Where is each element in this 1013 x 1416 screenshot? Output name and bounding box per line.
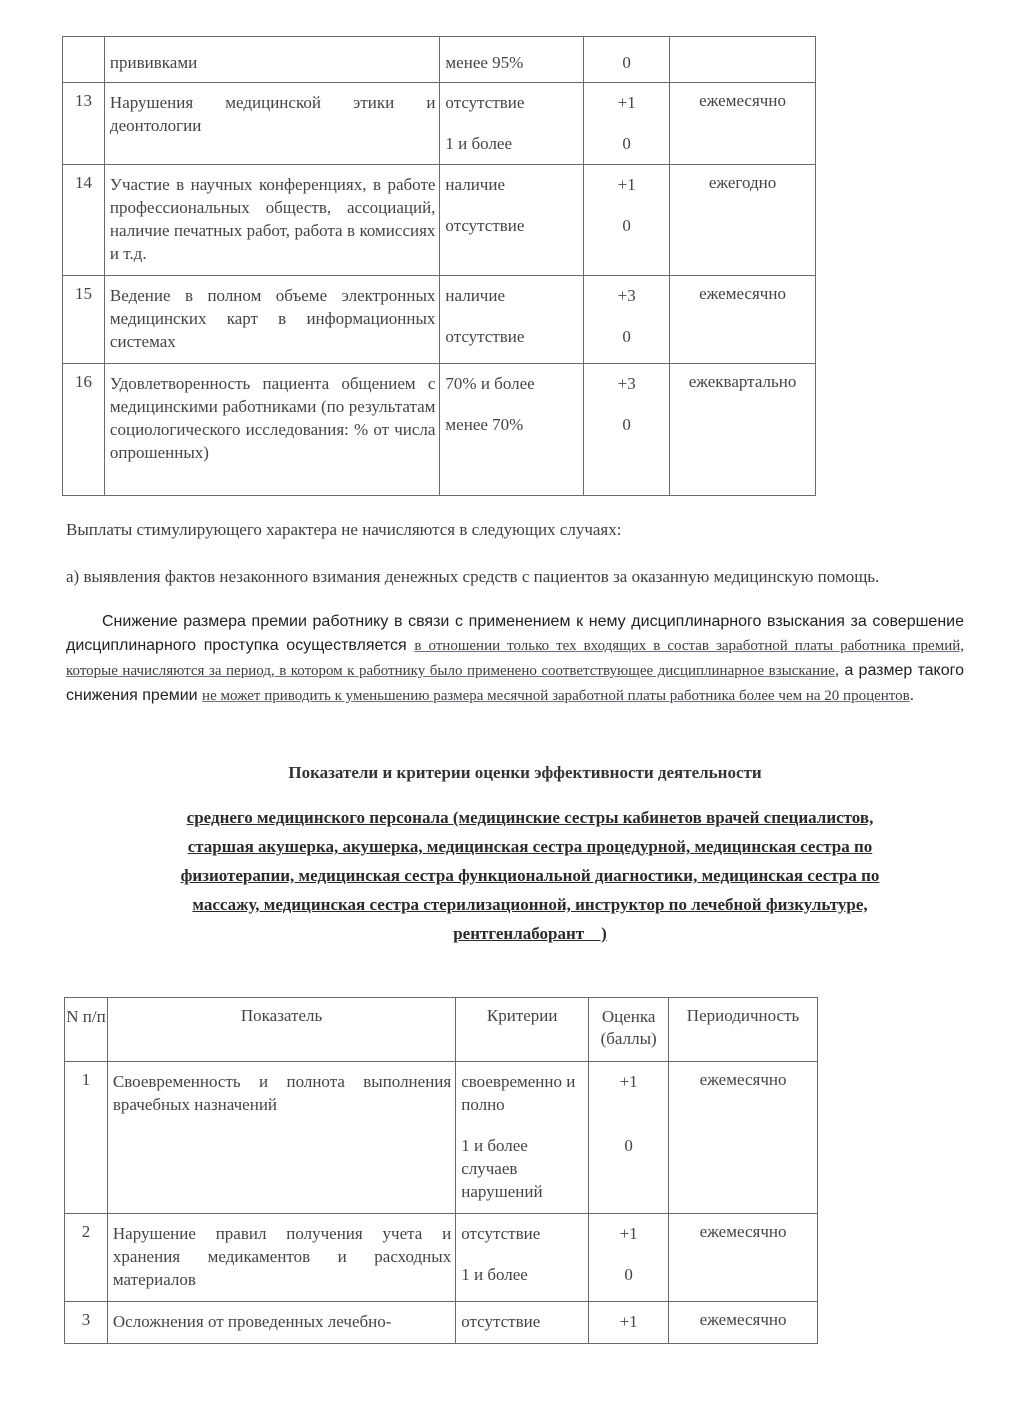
- score: +1: [619, 1072, 638, 1091]
- period-cell: ежемесячно: [669, 1214, 818, 1302]
- criterion: 1 и более: [461, 1265, 528, 1284]
- score: +3: [617, 286, 636, 305]
- row-number: 14: [63, 165, 105, 276]
- header-criteria: Критерии: [456, 998, 589, 1062]
- score-cell: [589, 1302, 669, 1344]
- score-cell: [589, 1214, 669, 1302]
- criterion: отсутствие: [445, 93, 525, 112]
- table-row: [65, 1214, 818, 1302]
- criteria-cell: [440, 37, 584, 83]
- criterion: 1 и более случаев нарушений: [461, 1136, 543, 1201]
- score: +1: [619, 1312, 638, 1331]
- period-cell: [670, 37, 816, 83]
- row-number: 2: [65, 1214, 108, 1302]
- subtitle-line: массажу, медицинская сестра стерилизационной, инструктор по лечебной физкультуре,: [192, 895, 868, 914]
- table-row: [65, 1302, 818, 1344]
- criterion: отсутствие: [445, 327, 525, 346]
- table-row: [65, 1062, 818, 1214]
- score-cell: [589, 1062, 669, 1214]
- reduction-text: , а размер такого снижения премии: [66, 662, 965, 704]
- criterion: наличие: [445, 286, 505, 305]
- score: +1: [617, 175, 636, 194]
- criterion: наличие: [445, 175, 505, 194]
- criteria-cell: [456, 1302, 589, 1344]
- header-number: N п/п: [65, 998, 108, 1062]
- section-title: Показатели и критерии оценки эффективности деятельности: [288, 763, 762, 782]
- table-row: [63, 364, 816, 496]
- period-cell: ежемесячно: [669, 1062, 818, 1214]
- criterion: отсутствие: [445, 216, 525, 235]
- period-cell: ежемесячно: [669, 1302, 818, 1344]
- criterion: 1 и более: [445, 134, 513, 153]
- indicator-cell: Ведение в полном объеме электронных медицинских карт в информационных системах: [104, 276, 440, 364]
- row-number: 15: [63, 276, 105, 364]
- score: 0: [622, 327, 631, 346]
- criterion: менее 95%: [445, 53, 524, 72]
- reduction-text: Снижение размера премии работнику в связи с применением к нему дисциплинарного взыскания за совершение дисциплинарного проступка осуществляется: [66, 613, 964, 654]
- score-cell: [584, 165, 670, 276]
- criteria-cell: [456, 1062, 589, 1214]
- subtitle-line: рентгенлаборант ): [453, 924, 607, 943]
- criteria-table-continued: [62, 36, 816, 496]
- score: 0: [622, 53, 631, 72]
- period-cell: ежеквартально: [670, 364, 816, 496]
- row-number: 1: [65, 1062, 108, 1214]
- no-payment-item-a: а) выявления фактов незаконного взимания денежных средств с пациентов за оказанную медицинскую помощь.: [66, 567, 880, 586]
- row-number: 13: [63, 83, 105, 165]
- reduction-text-underlined: не может приводить к уменьшению размера месячной заработной платы работника более чем на 20 процентов: [202, 688, 910, 704]
- no-payment-intro: Выплаты стимулирующего характера не начисляются в следующих случаях:: [66, 520, 622, 539]
- criterion: менее 70%: [445, 415, 524, 434]
- score: 0: [624, 1265, 633, 1284]
- score-cell: [584, 37, 670, 83]
- criteria-cell: [440, 364, 584, 496]
- period-cell: ежемесячно: [670, 276, 816, 364]
- criterion: отсутствие: [461, 1312, 541, 1331]
- indicator-cell: Участие в научных конференциях, в работе профессиональных обществ, ассоциаций, наличие печатных работ, работа в комиссиях и т.д.: [104, 165, 440, 276]
- indicator-cell: Нарушения медицинской этики и деонтологии: [104, 83, 440, 165]
- score: +3: [617, 374, 636, 393]
- premium-reduction-paragraph: [66, 609, 964, 708]
- table-row: [63, 276, 816, 364]
- criteria-cell: [456, 1214, 589, 1302]
- row-number: [63, 37, 105, 83]
- score: +1: [619, 1224, 638, 1243]
- criteria-cell: [440, 276, 584, 364]
- header-indicator: Показатель: [107, 998, 455, 1062]
- criteria-cell: [440, 165, 584, 276]
- header-score: Оценка (баллы): [589, 998, 669, 1062]
- subtitle-line: среднего медицинского персонала (медицинские сестры кабинетов врачей специалистов,: [186, 808, 874, 827]
- table-row: [63, 37, 816, 83]
- reduction-text: .: [909, 685, 914, 704]
- reduction-text-underlined: в отношении только тех входящих в состав заработной платы работника премий, которые начисляются за период, в котором к работнику было применено соответствующее дисциплинарное взыскание: [66, 638, 964, 679]
- score-cell: [584, 83, 670, 165]
- row-number: 3: [65, 1302, 108, 1344]
- criterion: своевременно и полно: [461, 1072, 576, 1114]
- score: +1: [617, 93, 636, 112]
- indicator-cell: прививками: [104, 37, 440, 83]
- subtitle-line: физиотерапии, медицинская сестра функциональной диагностики, медицинская сестра по: [180, 866, 880, 885]
- criterion: 70% и более: [445, 374, 535, 393]
- score-cell: [584, 364, 670, 496]
- indicator-cell: Осложнения от проведенных лечебно-: [107, 1302, 455, 1344]
- row-number: 16: [63, 364, 105, 496]
- subtitle-line: старшая акушерка, акушерка, медицинская сестра процедурной, медицинская сестра по: [187, 837, 873, 856]
- period-cell: ежемесячно: [670, 83, 816, 165]
- indicator-cell: Своевременность и полнота выполнения врачебных назначений: [107, 1062, 455, 1214]
- indicator-cell: Нарушение правил получения учета и хранения медикаментов и расходных материалов: [107, 1214, 455, 1302]
- period-cell: ежегодно: [670, 165, 816, 276]
- table-row: [63, 165, 816, 276]
- score: 0: [622, 134, 631, 153]
- score-cell: [584, 276, 670, 364]
- table-header-row: [65, 998, 818, 1062]
- section-subtitle: [95, 803, 965, 948]
- score: 0: [622, 216, 631, 235]
- score: 0: [624, 1136, 633, 1155]
- criteria-table: [64, 997, 818, 1344]
- indicator-cell: Удовлетворенность пациента общением с медицинскими работниками (по результатам социологического исследования: % от числа опрошенных): [104, 364, 440, 496]
- header-period: Периодичность: [669, 998, 818, 1062]
- score: 0: [622, 415, 631, 434]
- criterion: отсутствие: [461, 1224, 541, 1243]
- criteria-cell: [440, 83, 584, 165]
- table-row: [63, 83, 816, 165]
